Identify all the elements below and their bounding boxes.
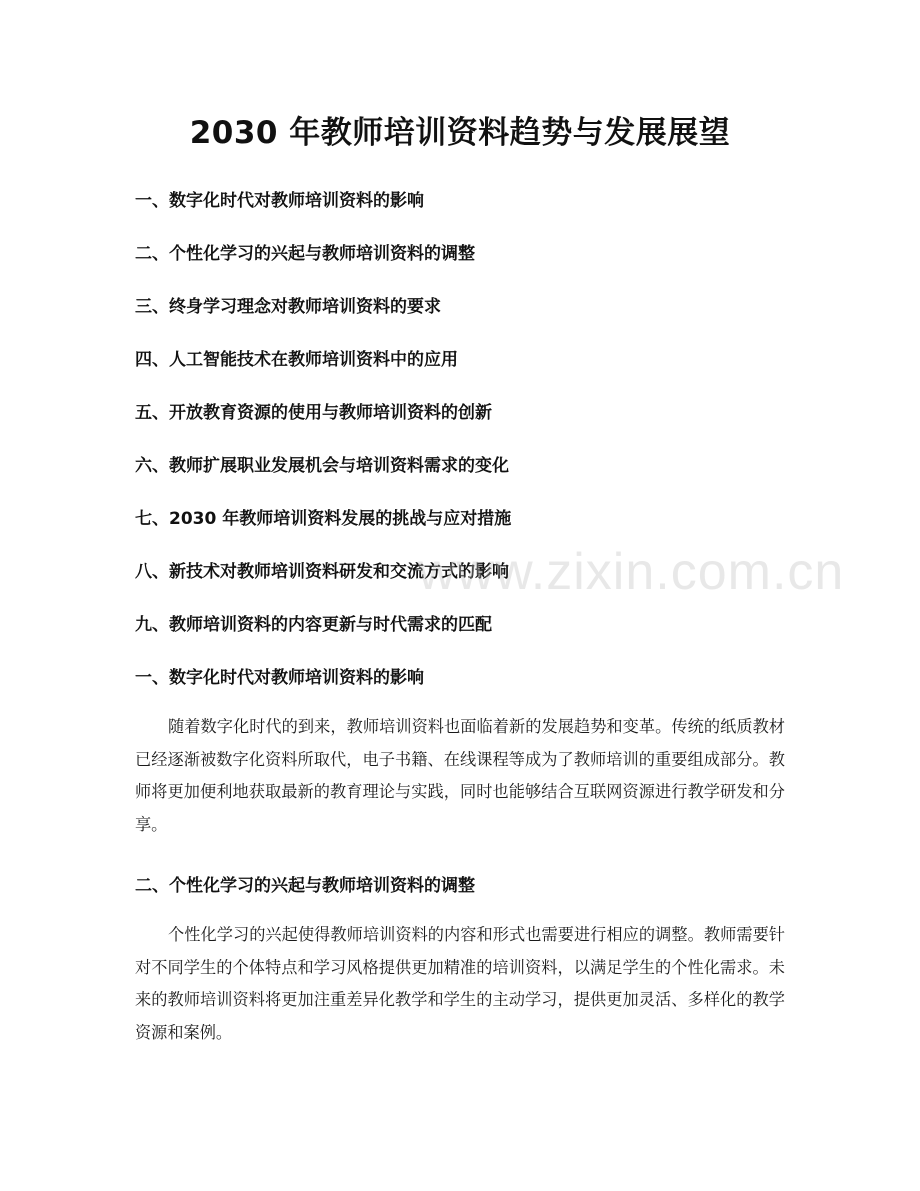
section-1 [135, 663, 785, 841]
toc-item-6: 六、教师扩展职业发展机会与培训资料需求的变化 [135, 456, 509, 476]
document-title: 2030 年教师培训资料趋势与发展展望 [189, 115, 731, 151]
toc-item-7: 七、2030 年教师培训资料发展的挑战与应对措施 [135, 509, 512, 529]
watermark: www.zixin.com.cn [418, 543, 845, 601]
toc-item-1: 一、数字化时代对教师培训资料的影响 [135, 191, 424, 211]
section-paragraph: 个性化学习的兴起使得教师培训资料的内容和形式也需要进行相应的调整。教师需要针对不同学生的个体特点和学习风格提供更加精准的培训资料，以满足学生的个性化需求。未来的教师培训资料将更加注重差异化教学和学生的主动学习，提供更加灵活、多样化的教学资源和案例。 [135, 925, 785, 1042]
section-heading: 二、个性化学习的兴起与教师培训资料的调整 [135, 876, 475, 896]
toc-item-5: 五、开放教育资源的使用与教师培训资料的创新 [135, 403, 492, 423]
table-of-contents [135, 186, 795, 663]
toc-item-8: 八、新技术对教师培训资料研发和交流方式的影响 [135, 562, 509, 582]
toc-item-2: 二、个性化学习的兴起与教师培训资料的调整 [135, 244, 475, 264]
section-paragraph: 随着数字化时代的到来，教师培训资料也面临着新的发展趋势和变革。传统的纸质教材已经逐渐被数字化资料所取代，电子书籍、在线课程等成为了教师培训的重要组成部分。教师将更加便利地获取最新的教育理论与实践，同时也能够结合互联网资源进行教学研发和分享。 [135, 717, 785, 834]
toc-item-4: 四、人工智能技术在教师培训资料中的应用 [135, 350, 458, 370]
section-heading: 一、数字化时代对教师培训资料的影响 [135, 668, 424, 688]
toc-item-3: 三、终身学习理念对教师培训资料的要求 [135, 297, 441, 317]
section-2 [135, 871, 785, 1049]
toc-item-9: 九、教师培训资料的内容更新与时代需求的匹配 [135, 615, 492, 635]
